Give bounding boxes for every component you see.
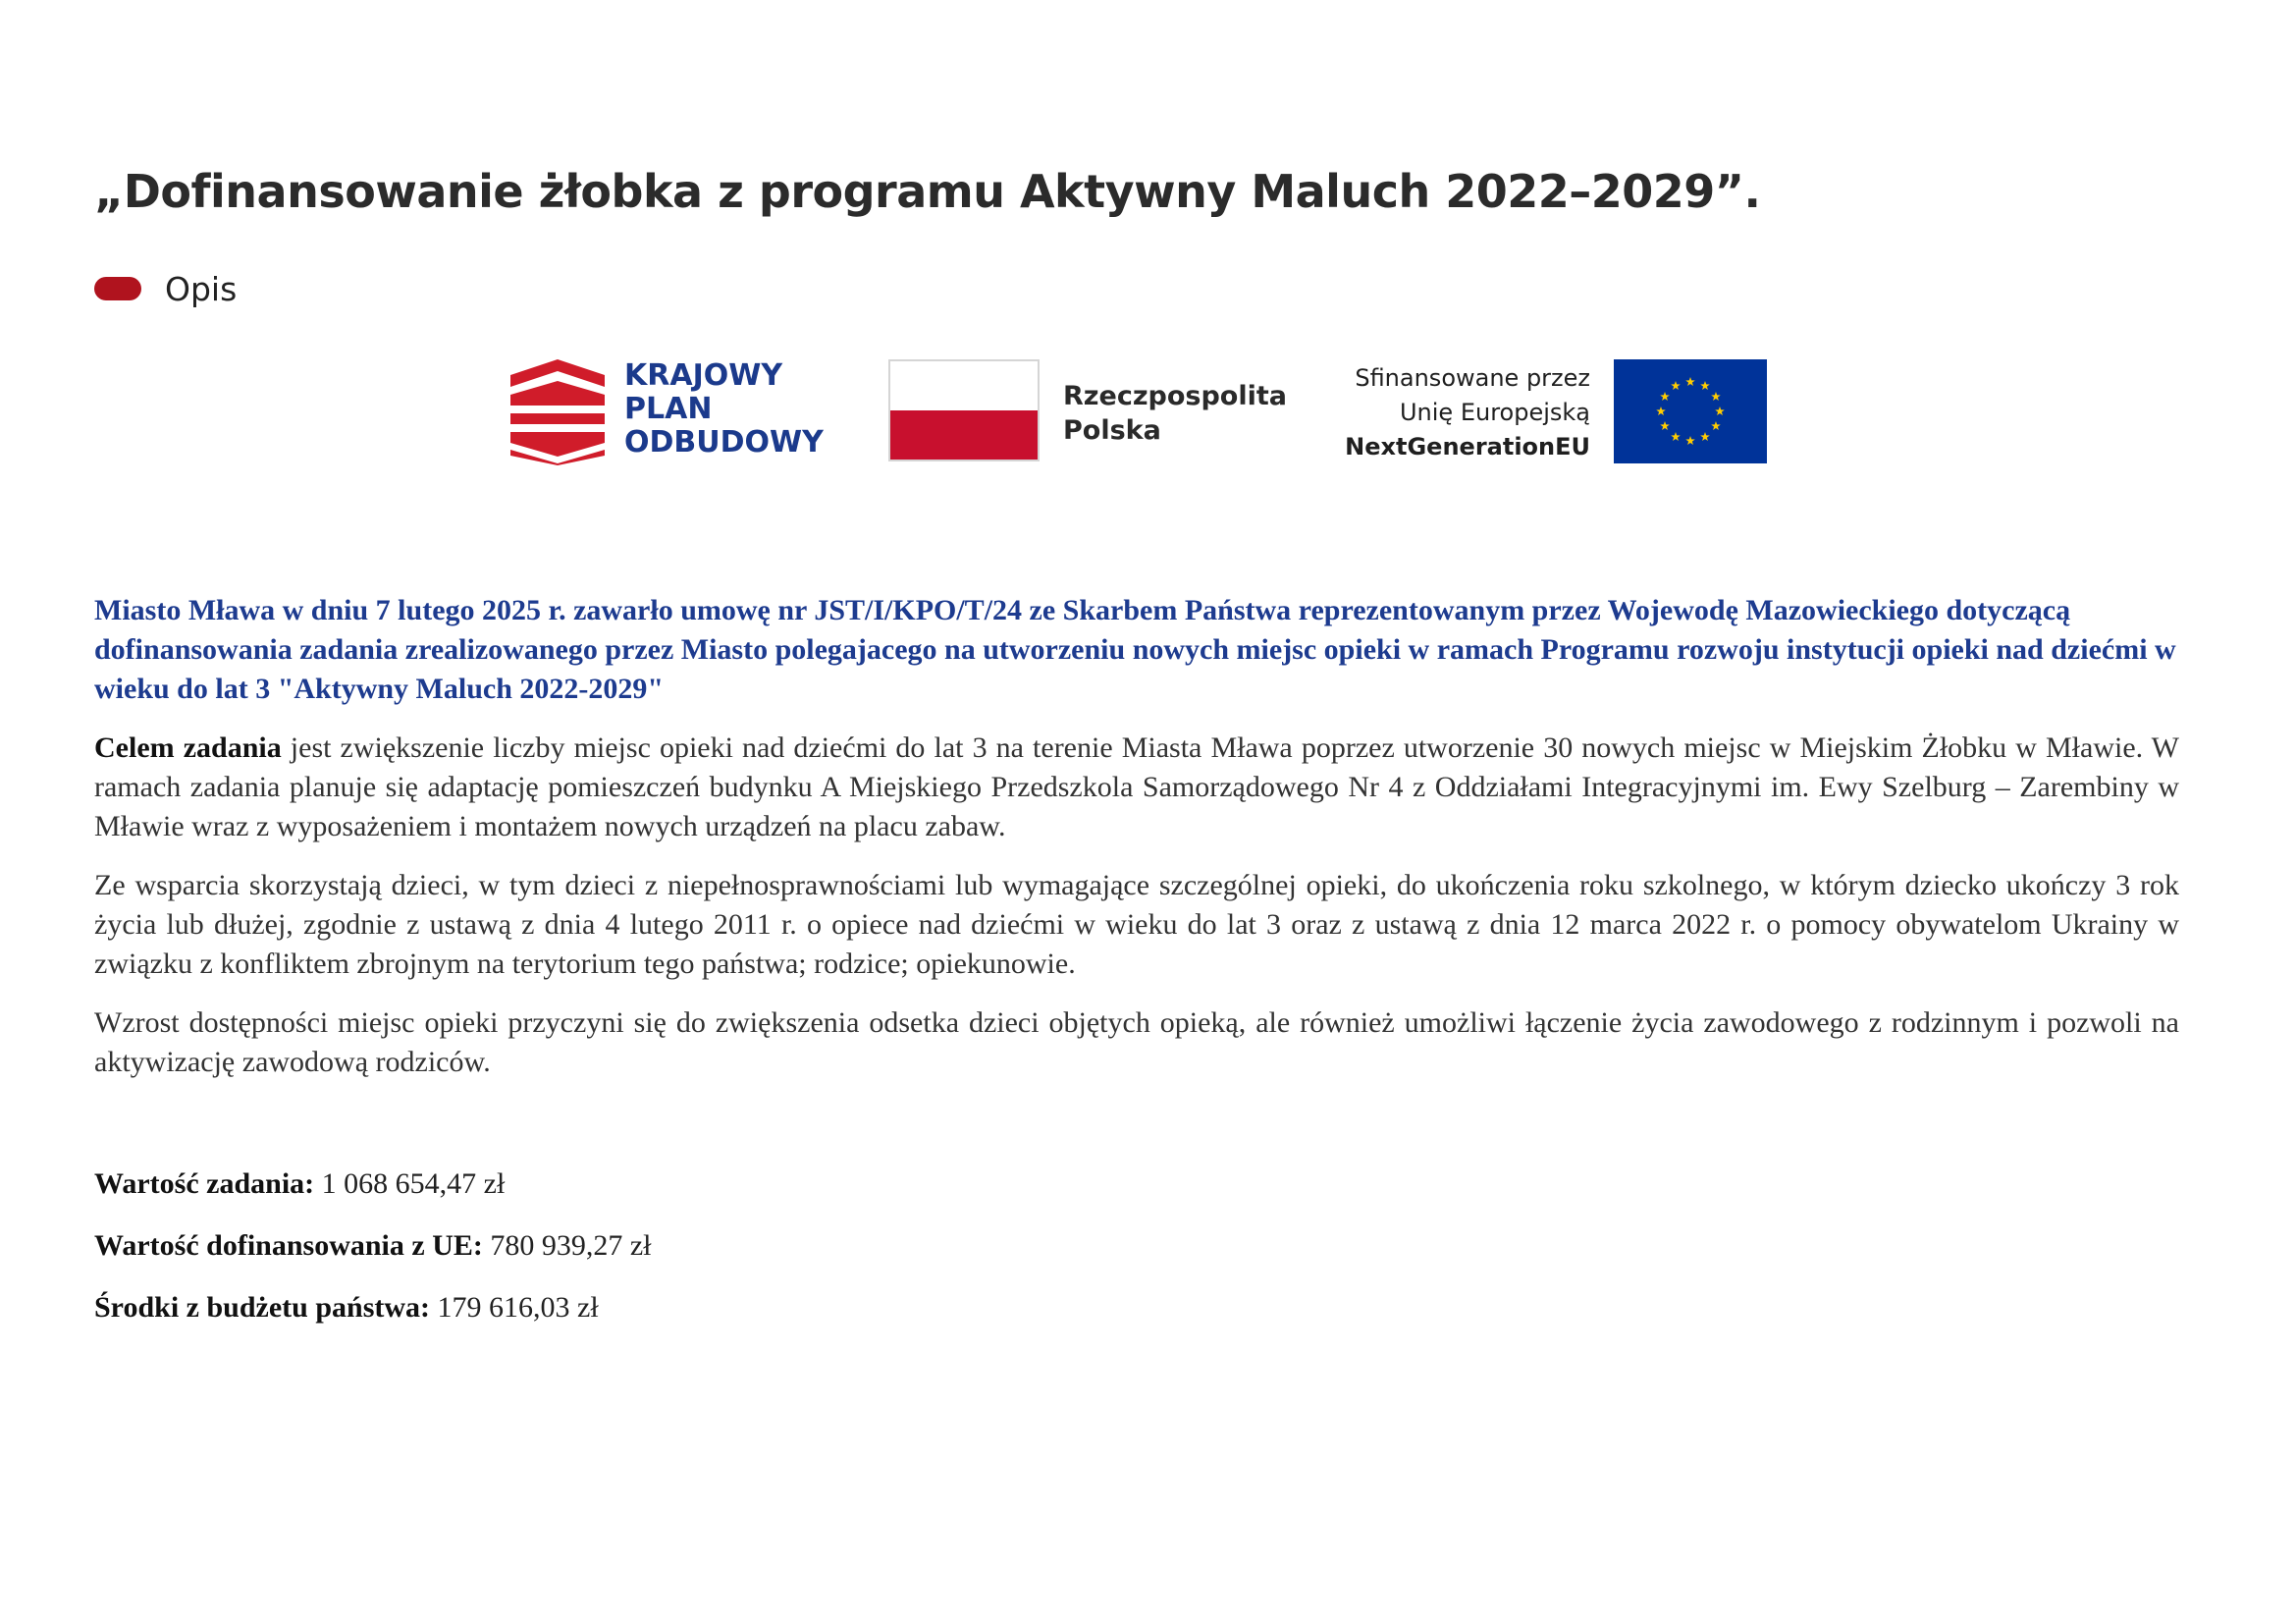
eu-line-1: Sfinansowane przez <box>1355 364 1590 392</box>
task-value-line <box>94 1164 2179 1204</box>
funding-values <box>94 1164 2179 1327</box>
eu-line-2: Unię Europejską <box>1399 399 1590 426</box>
eu-line-3: NextGenerationEU <box>1345 433 1590 460</box>
lead-paragraph: Miasto Mława w dniu 7 lutego 2025 r. zawarło umowę nr JST/I/KPO/T/24 ze Skarbem Państwa reprezentowanym przez Wojewodę Mazowieckiego dotyczącą dofinansowania zadania zrealizowanego przez Miasto polegajacego na utworzeniu nowych miejsc opieki w ramach Programu rozwoju instytucji opieki nad dziećmi w wieku do lat 3 "Aktywny Maluch 2022-2029" <box>94 594 2176 705</box>
kpo-logo-text <box>624 359 824 460</box>
task-value-label: Wartość zadania: <box>94 1167 315 1200</box>
state-budget-amount: 179 616,03 zł <box>430 1291 599 1324</box>
kpo-line-3: ODBUDOWY <box>624 425 824 460</box>
page-title: „Dofinansowanie żłobka z programu Aktywny Maluch 2022–2029”. <box>94 165 1761 218</box>
state-budget-line <box>94 1288 2179 1327</box>
rp-logo-text <box>1063 379 1287 448</box>
goal-paragraph <box>94 729 2179 846</box>
impact-paragraph: Wzrost dostępności miejsc opieki przyczyni się do zwiększenia odsetka dzieci objętych opieką, ale również umożliwi łączenie życia zawodowego z rodzinnym i pozwoli na aktywizację zawodową rodziców. <box>94 1006 2179 1078</box>
opis-tag[interactable] <box>94 267 237 310</box>
kpo-logo-icon <box>510 359 605 465</box>
funding-logos-bar <box>510 359 1767 465</box>
eu-logo-text <box>1345 361 1590 464</box>
eu-funding-amount: 780 939,27 zł <box>482 1229 652 1262</box>
state-budget-label: Środki z budżetu państwa: <box>94 1291 431 1324</box>
eu-funding-line <box>94 1226 2179 1266</box>
eu-funding-label: Wartość dofinansowania z UE: <box>94 1229 483 1262</box>
task-value-amount: 1 068 654,47 zł <box>314 1167 506 1200</box>
opis-pill-icon <box>94 277 141 300</box>
kpo-line-1: KRAJOWY <box>624 358 783 393</box>
rp-line-1: Rzeczpospolita <box>1063 381 1287 411</box>
main-content <box>94 591 2179 1350</box>
kpo-line-2: PLAN <box>624 392 713 426</box>
eu-flag-icon <box>1614 359 1767 463</box>
opis-label: Opis <box>165 269 238 308</box>
beneficiaries-paragraph: Ze wsparcia skorzystają dzieci, w tym dzieci z niepełnosprawnościami lub wymagające szczególnej opieki, do ukończenia roku szkolnego, w którym dziecko ukończy 3 rok życia lub dłużej, zgodnie z ustawą z dnia 4 lutego 2011 r. o opiece nad dziećmi w wieku do lat 3 oraz z ustawą z dnia 12 marca 2022 r. o pomocy obywatelom Ukrainy w związku z konfliktem zbrojnym na terytorium tego państwa; rodzice; opiekunowie. <box>94 869 2179 980</box>
polish-flag-icon <box>888 359 1040 461</box>
goal-text: jest zwiększenie liczby miejsc opieki nad dziećmi do lat 3 na terenie Miasta Mława poprzez utworzenie 30 nowych miejsc w Miejskim Żłobku w Mławie. W ramach zadania planuje się adaptację pomieszczeń budynku A Miejskiego Przedszkola Samorządowego Nr 4 z Oddziałami Integracyjnymi im. Ewy Szelburg – Zarembiny w Mławie wraz z wyposażeniem i montażem nowych urządzeń na placu zabaw. <box>94 731 2179 842</box>
goal-label: Celem zadania <box>94 731 282 764</box>
rp-line-2: Polska <box>1063 415 1161 446</box>
